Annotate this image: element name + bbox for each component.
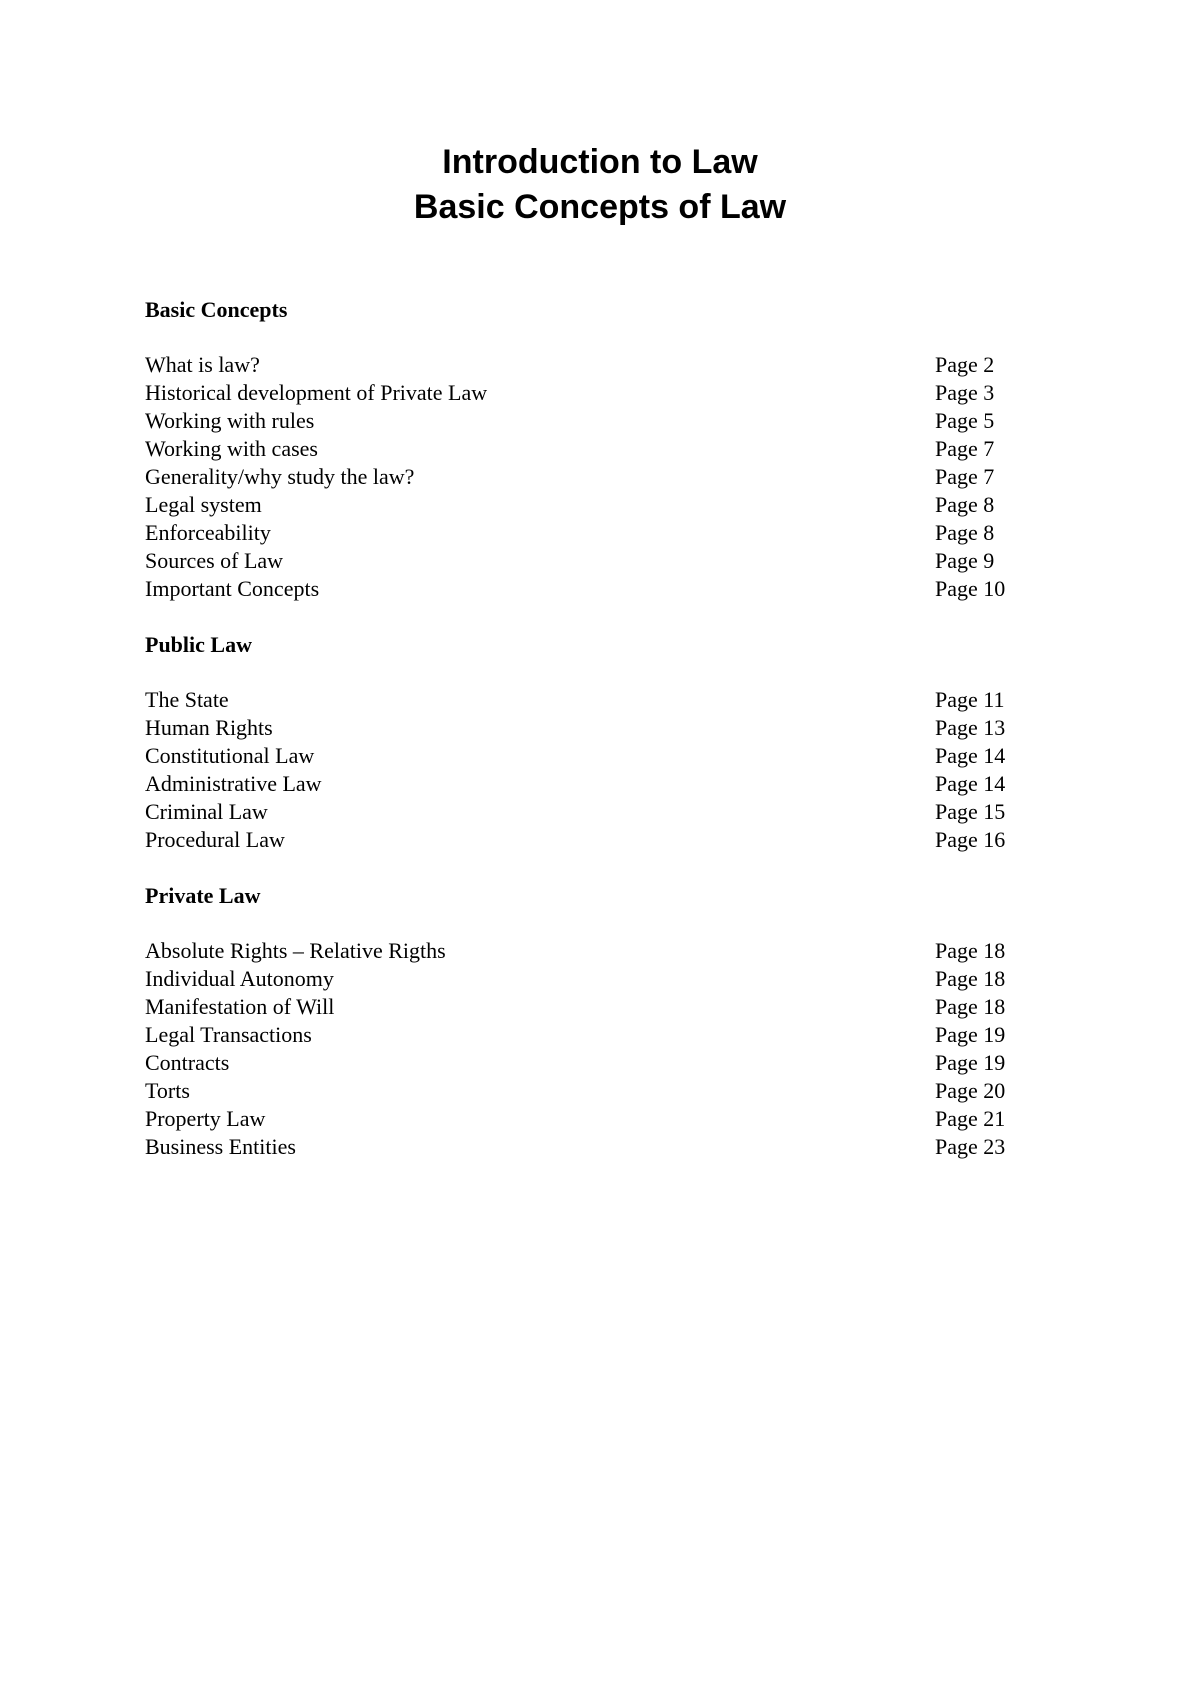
toc-entry <box>145 714 1045 742</box>
toc-entry <box>145 1049 1045 1077</box>
entry-title: The State <box>145 687 229 712</box>
entry-title: Important Concepts <box>145 576 320 601</box>
toc-entry <box>145 993 1045 1021</box>
entry-page-number: Page 10 <box>935 576 1006 601</box>
toc-entry <box>145 519 1045 547</box>
entry-page-number: Page 5 <box>935 408 995 433</box>
title-line-1: Introduction to Law <box>442 143 758 181</box>
entry-title: Generality/why study the law? <box>145 464 415 489</box>
entry-page-number: Page 19 <box>935 1022 1006 1047</box>
toc-entry <box>145 937 1045 965</box>
entry-page-number: Page 23 <box>935 1134 1006 1159</box>
toc-entry <box>145 1105 1045 1133</box>
entry-page-number: Page 19 <box>935 1050 1006 1075</box>
toc-entry <box>145 547 1045 575</box>
entry-title: Property Law <box>145 1106 266 1131</box>
section-heading: Private Law <box>145 883 261 908</box>
entry-title: Procedural Law <box>145 827 285 852</box>
entry-page-number: Page 18 <box>935 966 1006 991</box>
table-of-contents <box>145 296 1045 1161</box>
entry-title: Torts <box>145 1078 190 1103</box>
entry-title: Human Rights <box>145 715 273 740</box>
entry-page-number: Page 21 <box>935 1106 1006 1131</box>
entry-page-number: Page 16 <box>935 827 1006 852</box>
entry-page-number: Page 3 <box>935 380 995 405</box>
toc-section-basic-concepts <box>145 296 1045 603</box>
toc-entry <box>145 1077 1045 1105</box>
entry-title: Legal system <box>145 492 262 517</box>
entry-page-number: Page 18 <box>935 994 1006 1019</box>
entry-page-number: Page 7 <box>935 464 995 489</box>
toc-entry <box>145 965 1045 993</box>
toc-entry <box>145 798 1045 826</box>
toc-entry <box>145 407 1045 435</box>
entry-title: Individual Autonomy <box>145 966 334 991</box>
toc-entry <box>145 742 1045 770</box>
entry-page-number: Page 14 <box>935 743 1006 768</box>
section-heading: Public Law <box>145 632 252 657</box>
toc-entry <box>145 379 1045 407</box>
entry-page-number: Page 15 <box>935 799 1006 824</box>
section-heading: Basic Concepts <box>145 297 288 322</box>
toc-section-public-law <box>145 631 1045 854</box>
entry-page-number: Page 7 <box>935 436 995 461</box>
toc-entry <box>145 463 1045 491</box>
entry-title: Criminal Law <box>145 799 268 824</box>
entry-title: Manifestation of Will <box>145 994 335 1019</box>
entry-page-number: Page 20 <box>935 1078 1006 1103</box>
entry-title: Administrative Law <box>145 771 322 796</box>
entry-title: Legal Transactions <box>145 1022 312 1047</box>
entry-page-number: Page 2 <box>935 352 995 377</box>
toc-entry <box>145 1021 1045 1049</box>
toc-entry <box>145 770 1045 798</box>
toc-entry <box>145 351 1045 379</box>
entry-page-number: Page 13 <box>935 715 1006 740</box>
entry-page-number: Page 8 <box>935 492 995 517</box>
toc-entry <box>145 1133 1045 1161</box>
toc-entry <box>145 575 1045 603</box>
toc-entry <box>145 435 1045 463</box>
toc-entry <box>145 491 1045 519</box>
entry-title: Working with cases <box>145 436 318 461</box>
entry-title: Constitutional Law <box>145 743 315 768</box>
toc-entry <box>145 826 1045 854</box>
entry-page-number: Page 9 <box>935 548 995 573</box>
entry-title: What is law? <box>145 352 260 377</box>
entry-title: Historical development of Private Law <box>145 380 488 405</box>
entry-title: Sources of Law <box>145 548 284 573</box>
entry-title: Contracts <box>145 1050 230 1075</box>
entry-title: Enforceability <box>145 520 271 545</box>
entry-page-number: Page 11 <box>935 687 1005 712</box>
toc-section-private-law <box>145 882 1045 1161</box>
entry-page-number: Page 18 <box>935 938 1006 963</box>
toc-entry <box>145 686 1045 714</box>
entry-title: Working with rules <box>145 408 315 433</box>
entry-title: Business Entities <box>145 1134 296 1159</box>
entry-page-number: Page 14 <box>935 771 1006 796</box>
title-line-2: Basic Concepts of Law <box>413 188 787 226</box>
document-title <box>0 140 1200 230</box>
entry-page-number: Page 8 <box>935 520 995 545</box>
entry-title: Absolute Rights – Relative Rigths <box>145 938 446 963</box>
